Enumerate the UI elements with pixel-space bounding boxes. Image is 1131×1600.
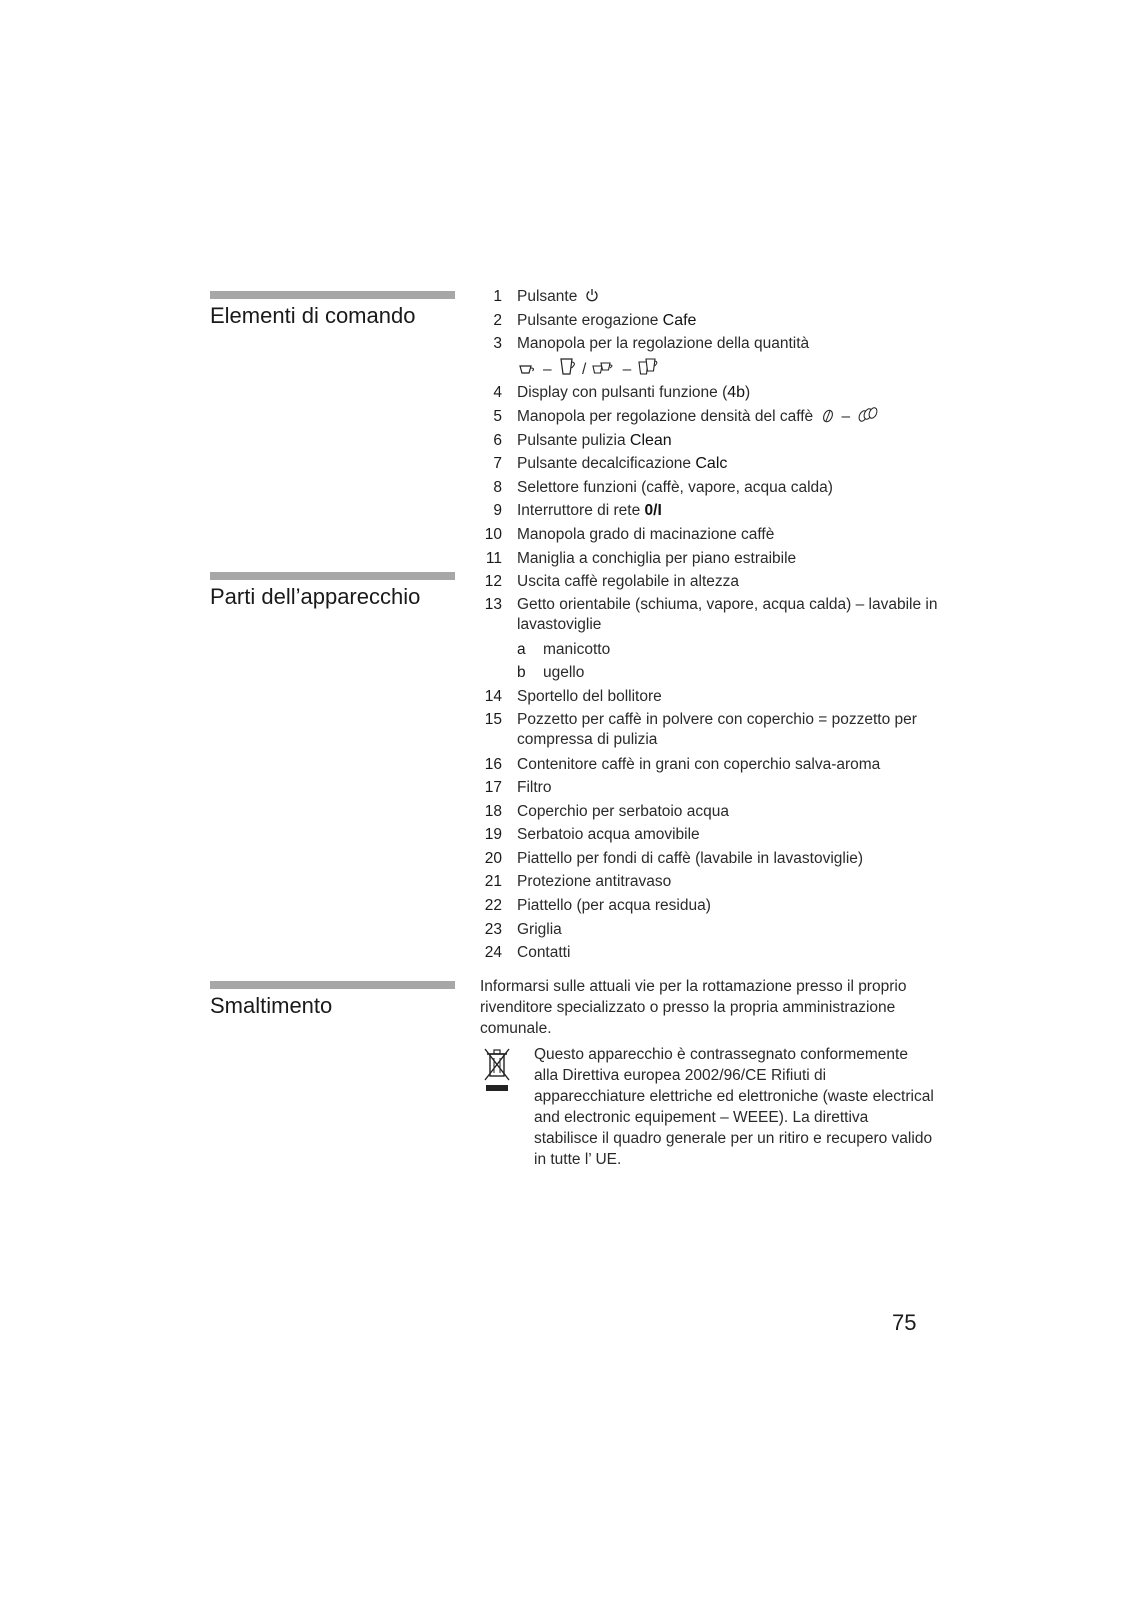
single-bean-icon	[821, 408, 835, 424]
two-large-cups-icon	[637, 357, 661, 377]
triple-bean-icon	[856, 406, 880, 424]
list-item: 22 Piattello (per acqua residua)	[484, 897, 711, 915]
list-item: 14 Sportello del bollitore	[484, 687, 662, 705]
list-item: 4 Display con pulsanti funzione (4b)	[493, 384, 751, 402]
page-number: 75	[892, 1310, 917, 1335]
list-item: 15 Pozzetto per caffè in polvere con coperchio = pozzetto per compressa di pulizia	[484, 710, 917, 748]
large-cup-icon	[558, 357, 578, 377]
section-title-disposal: Smaltimento	[210, 993, 333, 1018]
list-item: 11 Maniglia a conchiglia per piano estraibile	[485, 549, 797, 567]
sub-item: a manicotto	[517, 640, 611, 658]
list-item: 9 Interruttore di rete 0/I	[493, 502, 662, 520]
power-icon	[585, 288, 599, 302]
power-switch-label: 0/I	[644, 502, 662, 520]
list-item: 13 Getto orientabile (schiuma, vapore, acqua calda) – lavabile in lavastoviglie	[484, 595, 938, 634]
list-item: 19 Serbatoio acqua amovibile	[484, 826, 700, 844]
list-item: 3 Manopola per la regolazione della quantità – / –	[493, 335, 810, 378]
clean-key-label: Clean	[629, 431, 672, 449]
disposal-intro: Informarsi sulle attuali vie per la rottamazione presso il proprio rivenditore specializzato o presso la propria amministrazione comunale.	[480, 978, 907, 1037]
section-title-parts: Parti dell’apparecchio	[210, 584, 421, 609]
list-item: 2 Pulsante erogazione Cafe	[493, 311, 697, 329]
list-item: 12 Uscita caffè regolabile in altezza	[484, 573, 740, 591]
list-item: 5 Manopola per regolazione densità del caffè –	[470, 405, 940, 429]
list-item: 17 Filtro	[484, 779, 552, 797]
list-item: 1 Pulsante	[470, 285, 940, 309]
list-item: 18 Coperchio per serbatoio acqua	[484, 802, 729, 820]
list-item: 10 Manopola grado di macinazione caffè	[484, 525, 775, 543]
cafe-key-label: Cafe	[662, 311, 697, 329]
list-item: 23 Griglia	[484, 920, 562, 938]
crossed-bin-icon	[482, 1047, 512, 1093]
small-cup-icon	[517, 361, 537, 377]
section-title-controls: Elementi di comando	[210, 303, 416, 328]
sub-item: b ugello	[517, 664, 585, 682]
section-rule	[210, 572, 455, 580]
parts-list	[470, 285, 940, 965]
two-small-cups-icon	[591, 361, 617, 377]
section-rule	[210, 291, 455, 299]
list-item: 16 Contenitore caffè in grani con coperchio salva-aroma	[484, 755, 881, 773]
list-item: 8 Selettore funzioni (caffè, vapore, acqua calda)	[493, 478, 833, 496]
section-rule	[210, 981, 455, 989]
list-item: 21 Protezione antitravaso	[484, 873, 672, 891]
list-item: 20 Piattello per fondi di caffè (lavabile in lavastoviglie)	[484, 849, 864, 867]
calc-key-label: Calc	[695, 455, 728, 473]
list-item: 7 Pulsante decalcificazione Calc	[493, 455, 728, 473]
list-item: 6 Pulsante pulizia Clean	[493, 431, 672, 449]
weee-notice: Questo apparecchio è contrassegnato conformemente alla Direttiva europea 2002/96/CE Rifiuti di apparecchiature elettriche ed elettroniche (waste electrical and electronic equipement – WEEE). La direttiva stabilisce il quadro generale per un ritiro e recupero valido in tutte l’ UE.	[534, 1046, 934, 1168]
list-item: 24 Contatti	[484, 944, 571, 962]
